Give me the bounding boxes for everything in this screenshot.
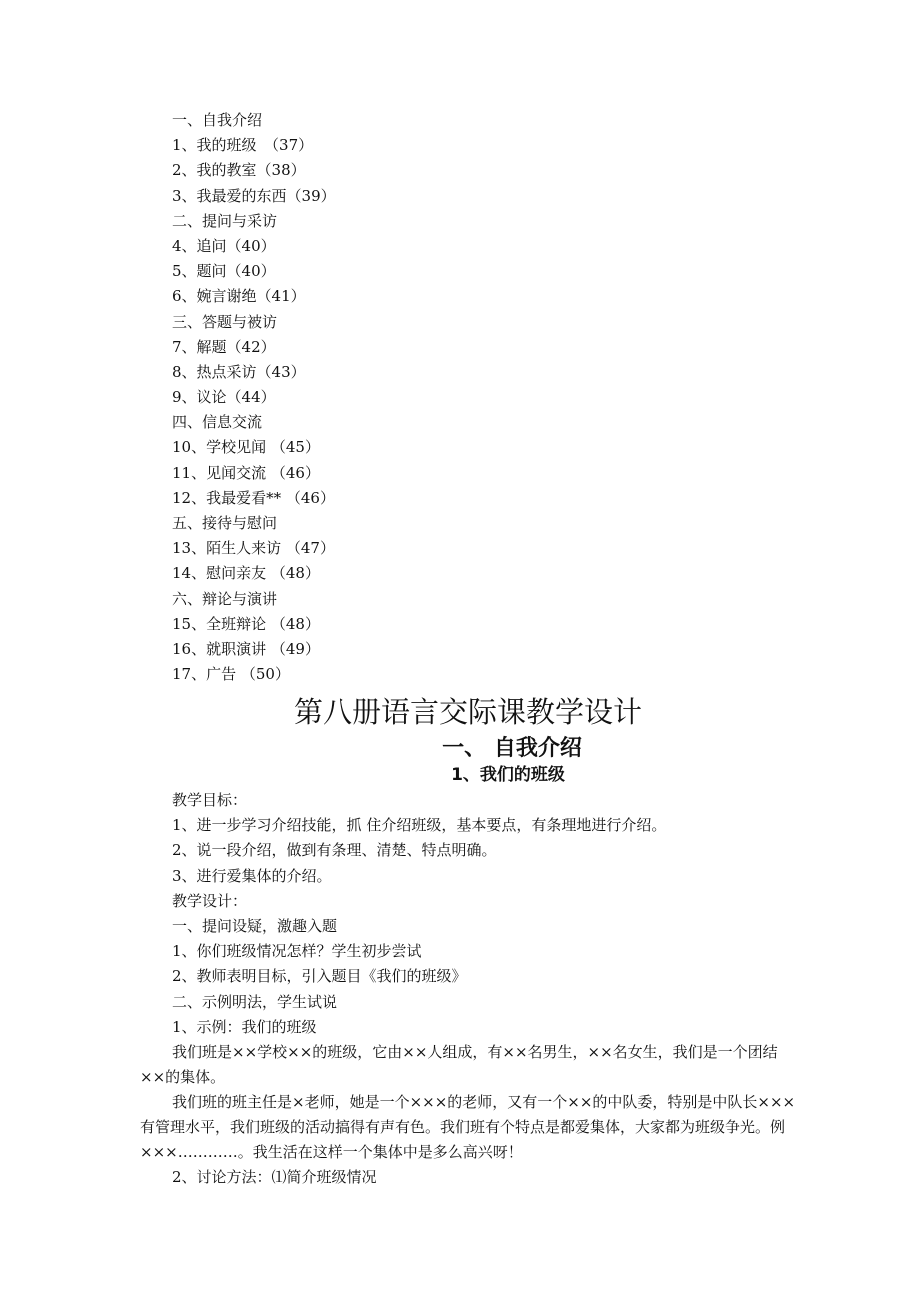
toc-item: 4、追问（40）: [172, 236, 276, 255]
toc-heading: 六、辩论与演讲: [172, 589, 278, 608]
toc-item: 15、全班辩论 （48）: [172, 614, 320, 633]
section-title: 一、 自我介绍: [442, 736, 582, 761]
toc-item: 6、婉言谢绝（41）: [172, 287, 306, 306]
lesson-title: 1、我们的班级: [451, 765, 565, 785]
toc-heading: 二、提问与采访: [172, 211, 278, 230]
step-item: 2、教师表明目标，引入题目《我们的班级》: [172, 967, 467, 986]
step-heading: 一、提问设疑，激趣入题: [172, 916, 338, 935]
document-title: 第八册语言交际课教学设计: [293, 695, 642, 729]
toc-heading: 四、信息交流: [172, 413, 263, 432]
lesson-body: [172, 788, 812, 1040]
toc-heading: 一、自我介绍: [172, 111, 263, 129]
toc-item: 8、热点采访（43）: [172, 362, 306, 381]
toc-item: 13、陌生人来访 （47）: [172, 539, 335, 558]
toc-item: 14、慰问亲友 （48）: [172, 564, 320, 583]
toc-item: 11、见闻交流 （46）: [172, 463, 320, 482]
toc-item: 16、就职演讲 （49）: [172, 639, 320, 658]
toc-item: 5、题问（40）: [172, 262, 276, 281]
step-item: 1、示例：我们的班级: [172, 1017, 317, 1036]
example-paragraph-2: [140, 1090, 800, 1166]
step-item: 1、你们班级情况怎样？学生初步尝试: [172, 942, 422, 961]
goal-item: 2、说一段介绍，做到有条理、清楚、特点明确。: [172, 841, 497, 860]
paragraph-text: 我们班的班主任是×老师，她是一个×××的老师，又有一个××的中队委，特别是中队长×××有管理水平，我们班级的活动搞得有声有色。我们班有个特点是都爱集体，大家都为班级争光。例×××…………。我生活在这样一个集体中是多么高兴呀！: [140, 1093, 796, 1162]
toc-heading: 五、接待与慰问: [172, 514, 278, 532]
heading-teaching-goals: 教学目标：: [172, 791, 248, 809]
toc-item: 3、我最爱的东西（39）: [172, 186, 336, 205]
heading-teaching-design: 教学设计：: [172, 891, 248, 910]
toc-item: 7、解题（42）: [172, 337, 276, 356]
toc-item: 9、议论（44）: [172, 388, 276, 407]
toc-item: 2、我的教室（38）: [172, 161, 306, 180]
toc-heading: 三、答题与被访: [172, 312, 278, 331]
paragraph-text: 我们班是××学校××的班级，它由××人组成，有××名男生，××名女生，我们是一个团结××的集体。: [140, 1043, 778, 1087]
step-heading: 二、示例明法，学生试说: [172, 992, 338, 1011]
goal-item: 1、进一步学习介绍技能，抓 住介绍班级，基本要点，有条理地进行介绍。: [172, 816, 667, 835]
toc-item: 1、我的班级 （37）: [172, 136, 314, 155]
goal-item: 3、进行爱集体的介绍。: [172, 866, 332, 885]
toc-item: 17、广告 （50）: [172, 665, 290, 684]
toc-item: 12、我最爱看** （46）: [172, 488, 335, 507]
discussion-method-line: 2、讨论方法：⑴简介班级情况: [172, 1168, 377, 1186]
table-of-contents: [172, 108, 772, 687]
example-paragraph-1: [140, 1040, 800, 1090]
toc-item: 10、学校见闻 （45）: [172, 438, 320, 457]
